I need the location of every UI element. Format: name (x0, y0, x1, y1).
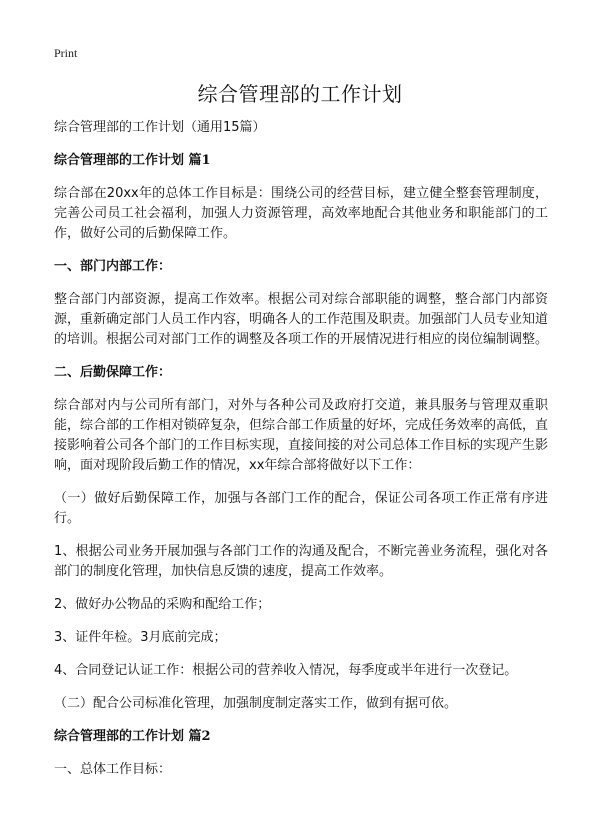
list-item: 2、做好办公物品的采购和配给工作； (54, 597, 271, 612)
list-item: 1、根据公司业务开展加强与各部门工作的沟通及配合，不断完善业务流程，强化对各部门的制度化管理，加快信息反馈的速度，提高工作效率。 (54, 544, 548, 579)
heading-department-work: 一、部门内部工作： (54, 259, 172, 274)
section-heading-2: 综合管理部的工作计划 篇2 (54, 729, 211, 744)
list-item: 4、合同登记认证工作：根据公司的营养收入情况，每季度或半年进行一次登记。 (54, 663, 518, 678)
list-item: （二）配合公司标准化管理，加强制度制定落实工作，做到有据可依。 (54, 696, 458, 711)
section-heading-1: 综合管理部的工作计划 篇1 (54, 153, 211, 168)
list-item: （一）做好后勤保障工作，加强与各部门工作的配合，保证公司各项工作正常有序进行。 (54, 491, 548, 526)
logistics-paragraph: 综合部对内与公司所有部门，对外与各种公司及政府打交道，兼具服务与管理双重职能，综合部的工作相对锁碎复杂，但综合部工作质量的好坏，完成任务效率的高低，直接影响着公司各个部门的工作目标实现，直接间接的对公司总体工作目标的实现产生影响，面对现阶段后勤工作的情况，xx年综合部将做好以下工作： (54, 398, 549, 473)
print-link[interactable]: Print (54, 46, 78, 60)
intro-paragraph: 综合部在20xx年的总体工作目标是：围绕公司的经营目标，建立健全整套管理制度，完善公司员工社会福利，加强人力资源管理，高效率地配合其他业务和职能部门的工作，做好公司的后勤保障工作。 (54, 186, 548, 241)
document-body (54, 118, 548, 793)
heading-logistics-work: 二、后勤保障工作： (54, 365, 172, 380)
document-subtitle: 综合管理部的工作计划（通用15篇） (54, 120, 266, 135)
department-paragraph: 整合部门内部资源，提高工作效率。根据公司对综合部职能的调整，整合部门内部资源，重新确定部门人员工作内容，明确各人的工作范围及职责。加强部门人员专业知道的培训。根据公司对部门工作的调整及各项工作的开展情况进行相应的岗位编制调整。 (54, 292, 549, 347)
page-title: 综合管理部的工作计划 (197, 82, 403, 106)
list-item: 3、证件年检。3月底前完成； (54, 630, 227, 645)
section2-first-item: 一、总体工作目标： (54, 762, 172, 777)
